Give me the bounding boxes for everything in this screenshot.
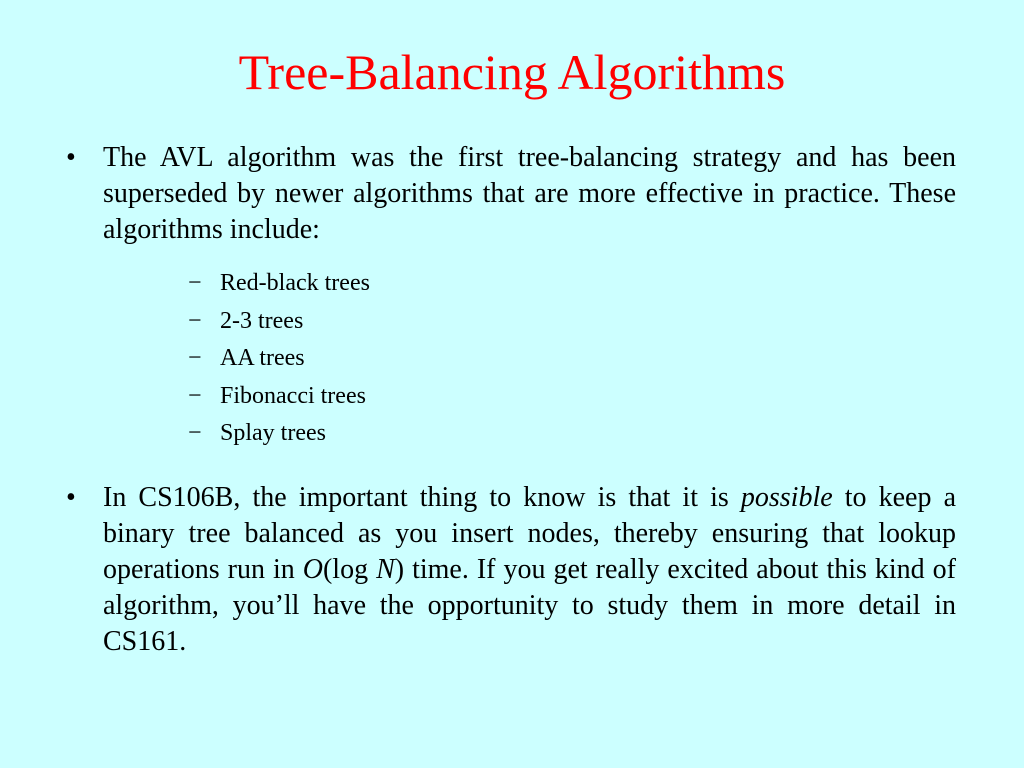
- dash-icon: −: [188, 382, 202, 409]
- slide-title: Tree-Balancing Algorithms: [238, 44, 786, 100]
- list-item-label: AA trees: [220, 345, 305, 371]
- dash-icon: −: [188, 307, 202, 334]
- text-segment: ) time. If you get really excited about this kind of algorithm, you’ll have the opportunity to study them in more detail in CS161.: [103, 554, 957, 657]
- list-item: [188, 303, 370, 341]
- bullet-cs106b-note: [66, 480, 956, 660]
- list-item: [188, 415, 370, 453]
- list-item: [188, 265, 370, 303]
- algorithm-list: [188, 265, 370, 453]
- bullet-icon: •: [66, 142, 76, 173]
- dash-icon: −: [188, 270, 202, 296]
- list-item-label: 2-3 trees: [220, 307, 304, 334]
- list-item-label: Fibonacci trees: [220, 382, 366, 409]
- list-item-label: Splay trees: [220, 420, 326, 446]
- text-segment: (log: [322, 554, 377, 585]
- dash-icon: −: [188, 345, 202, 371]
- list-item-label: Red-black trees: [220, 270, 370, 296]
- list-item: [188, 378, 370, 416]
- bullet-avl-intro: [66, 140, 956, 248]
- text-segment: In CS106B, the important thing to know is that it is: [103, 482, 741, 513]
- bullet-text: The AVL algorithm was the first tree-balancing strategy and has been superseded by newer algorithms that are more effective in practice. These algorithms include:: [103, 142, 956, 245]
- list-item: [188, 340, 370, 378]
- big-o-symbol: O: [302, 554, 323, 585]
- text-segment: to keep a binary tree balanced as you insert nodes, thereby ensuring that lookup operations run in: [103, 482, 957, 585]
- bullet-icon: •: [66, 482, 76, 513]
- n-symbol: N: [376, 554, 395, 585]
- emphasis-possible: possible: [740, 482, 833, 513]
- dash-icon: −: [188, 420, 202, 446]
- bullet-text: [103, 480, 956, 660]
